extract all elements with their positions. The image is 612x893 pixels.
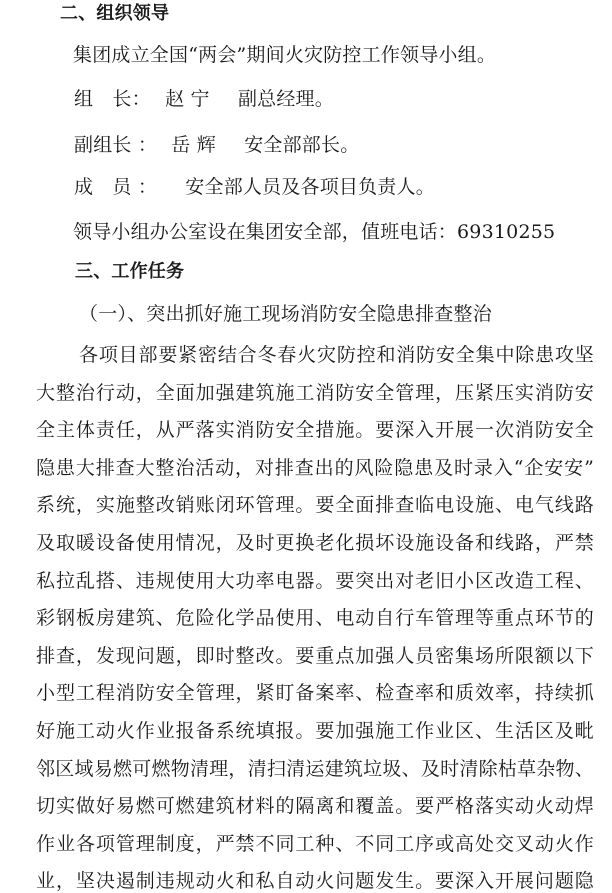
paragraph-line: 排查，发现问题，即时整改。要重点加强人员密集场所限额以下 xyxy=(36,645,594,667)
leader-title: 副总经理。 xyxy=(237,88,334,110)
paragraph-line: 切实做好易燃可燃建筑材料的隔离和覆盖。要严格落实动火动焊 xyxy=(36,795,594,817)
paragraph-line: 系统，实施整改销账闭环管理。要全面排查临电设施、电气线路 xyxy=(36,494,594,516)
paragraph-line: 邻区域易燃可燃物清理，清扫清运建筑垃圾、及时清除枯草杂物、 xyxy=(36,758,594,780)
leader-row xyxy=(74,87,334,111)
section-heading-tasks: 三、工作任务 xyxy=(75,261,185,282)
paragraph-line: 大整治行动，全面加强建筑施工消防安全管理，压紧压实消防安 xyxy=(36,382,594,404)
deputy-leader-row xyxy=(74,133,359,157)
paragraph-line: 好施工动火作业报备系统填报。要加强施工作业区、生活区及毗 xyxy=(36,720,594,742)
members-row xyxy=(74,175,435,199)
members-value: 安全部人员及各项目负责人。 xyxy=(185,176,435,198)
paragraph-line: 业，坚决遏制违规动火和私自动火问题发生。要深入开展问题隐 xyxy=(36,870,594,892)
task-one-heading: （一）、突出抓好施工现场消防安全隐患排查整治 xyxy=(79,303,492,325)
deputy-label: 副组长 ： xyxy=(74,134,158,156)
paragraph-line: 私拉乱搭、违规使用大功率电器。要突出对老旧小区改造工程、 xyxy=(36,570,594,592)
paragraph-line: 隐患大排查大整治活动，对排查出的风险隐患及时录入“企安安” xyxy=(36,457,594,479)
office-phone-line: 领导小组办公室设在集团安全部，值班电话：69310255 xyxy=(73,221,556,243)
members-label: 成 员 ： xyxy=(74,176,158,198)
leader-name: 赵 宁 xyxy=(165,88,210,110)
paragraph-line: 全主体责任，从严落实消防安全措施。要深入开展一次消防安全 xyxy=(36,419,594,441)
paragraph-line: 小型工程消防安全管理，紧盯备案率、检查率和质效率，持续抓 xyxy=(36,682,594,704)
leader-label: 组 长： xyxy=(74,88,151,110)
paragraph-line: 作业各项管理制度，严禁不同工种、不同工序或高处交叉动火作 xyxy=(36,833,594,855)
paragraph-line: 彩钢板房建筑、危险化学品使用、电动自行车管理等重点环节的 xyxy=(36,607,594,629)
section-heading-organization: 二、组织领导 xyxy=(60,3,170,24)
deputy-name: 岳 辉 xyxy=(171,134,216,156)
paragraph-line: 各项目部要紧密结合冬春火灾防控和消防安全集中除患攻坚 xyxy=(79,344,594,366)
leadership-group-setup-line: 集团成立全国“两会”期间火灾防控工作领导小组。 xyxy=(73,44,497,66)
deputy-title: 安全部部长。 xyxy=(244,134,360,156)
paragraph-line: 及取暖设备使用情况，及时更换老化损坏设施设备和线路，严禁 xyxy=(36,532,594,554)
